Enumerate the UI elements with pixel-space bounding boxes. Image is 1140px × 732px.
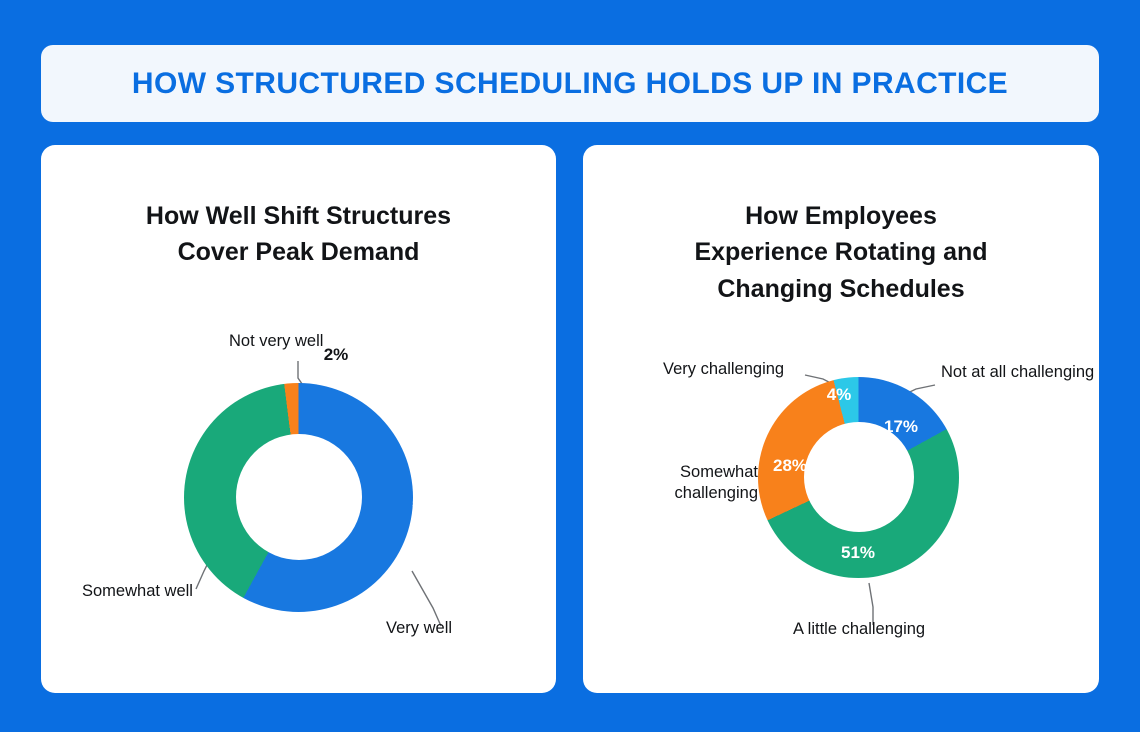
chart-title-left-line1: How Well Shift Structures: [145, 202, 452, 230]
chart-title-right-line2: Experience Rotating and: [694, 238, 988, 267]
chart-title-left: [41, 145, 556, 271]
chart-title-right-line3: Changing Schedules: [717, 274, 965, 303]
slice-value-very-challenging: 4%: [826, 384, 852, 404]
chart-title-left-line2: Cover Peak Demand: [177, 238, 420, 267]
donut-hole-left: [236, 434, 362, 560]
callout-very-challenging: Very challenging: [663, 359, 785, 378]
callout-not-at-all-challenging-text: Not at all challenging: [941, 362, 1095, 381]
callout-not-at-all-challenging: [941, 362, 1094, 383]
slice-value-a-little-challenging: 51%: [840, 542, 876, 562]
donut-hole-right: [804, 422, 914, 532]
chart-panel-left: [41, 145, 556, 693]
callout-somewhat-challenging-text: Somewhat challenging: [674, 462, 758, 503]
chart-panel-right: [583, 145, 1099, 693]
donut-chart-left: [41, 271, 556, 651]
callout-a-little-challenging: A little challenging: [793, 619, 926, 638]
slice-value-not-at-all-challenging: 17%: [883, 416, 919, 436]
donut-graphic-left: [184, 344, 447, 612]
header-card: [41, 45, 1099, 122]
chart-title-right-line1: How Employees: [745, 202, 937, 230]
donut-graphic-right: [758, 377, 959, 578]
donut-chart-right: [583, 307, 1099, 652]
slice-value-somewhat-challenging: 28%: [772, 455, 808, 475]
page-title: HOW STRUCTURED SCHEDULING HOLDS UP IN PRACTICE: [131, 66, 1009, 100]
callout-somewhat-challenging: [603, 462, 758, 505]
slice-value-not-very-well: 2%: [323, 344, 349, 364]
slice-value-somewhat-well: 40%: [244, 461, 280, 481]
callout-not-very-well: Not very well: [229, 331, 324, 350]
callout-somewhat-well: Somewhat well: [82, 581, 193, 600]
slice-value-very-well: 58%: [411, 492, 447, 512]
donut-ring-left: [184, 383, 413, 612]
chart-title-right: [583, 145, 1099, 307]
callout-very-well: Very well: [386, 618, 453, 637]
